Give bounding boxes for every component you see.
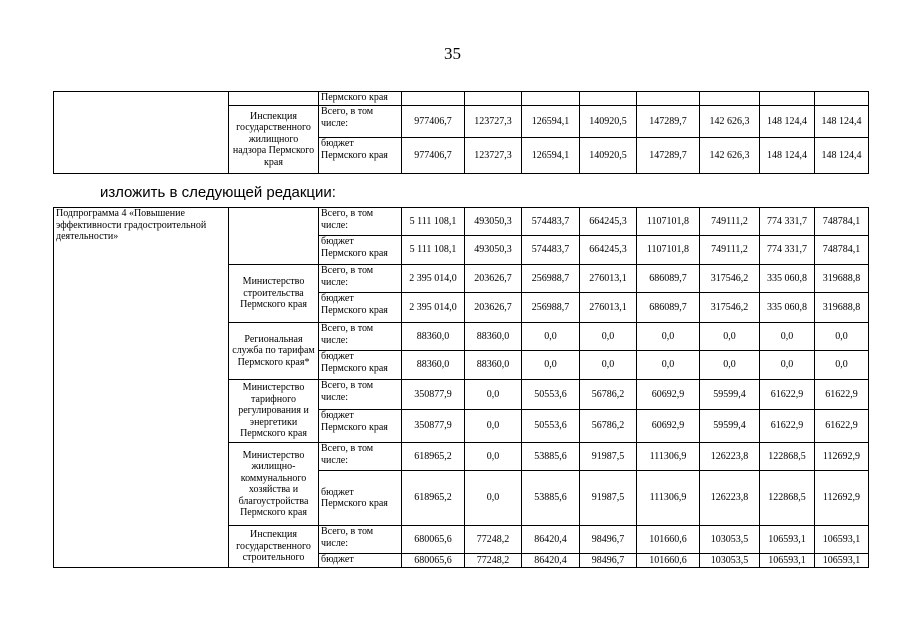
value-cell: 0,0: [580, 351, 637, 380]
value-cell: 574483,7: [522, 208, 580, 236]
value-cell: 88360,0: [402, 323, 465, 351]
page-number: 35: [444, 44, 461, 63]
budget-kind: бюджет Пермского края: [319, 138, 402, 174]
value-cell: 977406,7: [402, 138, 465, 174]
value-cell: 101660,6: [637, 526, 700, 554]
org-name: Инспекция государственного жилищного надзора Пермского края: [229, 106, 319, 174]
org-cell-empty: [229, 92, 319, 106]
org-name: Министерство тарифного регулирования и энергетики Пермского края: [229, 380, 319, 443]
value-cell: 91987,5: [580, 443, 637, 471]
value-cell: 493050,3: [465, 208, 522, 236]
value-cell: 111306,9: [637, 443, 700, 471]
value-cell: 317546,2: [700, 293, 760, 323]
value-cell: 123727,3: [465, 106, 522, 138]
value-cell: 106593,1: [760, 554, 815, 568]
value-cell: 335 060,8: [760, 293, 815, 323]
value-cell: 5 111 108,1: [402, 208, 465, 236]
budget-kind: бюджет Пермского края: [319, 471, 402, 526]
value-cell: 203626,7: [465, 293, 522, 323]
value-cell: 111306,9: [637, 471, 700, 526]
org-name: Министерство жилищно-коммунального хозяйства и благоустройства Пермского края: [229, 443, 319, 526]
value-cell: 60692,9: [637, 380, 700, 410]
value-cell: 86420,4: [522, 554, 580, 568]
budget-kind: Всего, в том числе:: [319, 380, 402, 410]
value-cell: 276013,1: [580, 293, 637, 323]
value-cell: 319688,8: [815, 265, 869, 293]
value-cell: 5 111 108,1: [402, 236, 465, 265]
value-cell: 680065,6: [402, 554, 465, 568]
value-cell: 142 626,3: [700, 106, 760, 138]
value-cell: 686089,7: [637, 293, 700, 323]
value-cell: 618965,2: [402, 471, 465, 526]
value-cell: 50553,6: [522, 380, 580, 410]
value-cell: 0,0: [815, 323, 869, 351]
value-cell: 147289,7: [637, 138, 700, 174]
value-cell: 61622,9: [815, 410, 869, 443]
caption-new-edition: изложить в следующей редакции:: [100, 184, 336, 201]
value-cell: 203626,7: [465, 265, 522, 293]
value-cell: 0,0: [637, 351, 700, 380]
value-cell: 56786,2: [580, 380, 637, 410]
value-cell: 142 626,3: [700, 138, 760, 174]
value-cell: 61622,9: [815, 380, 869, 410]
value-cell: 493050,3: [465, 236, 522, 265]
value-cell: 148 124,4: [815, 138, 869, 174]
value-cell: 122868,5: [760, 443, 815, 471]
value-cell: 0,0: [760, 323, 815, 351]
value-cell: 680065,6: [402, 526, 465, 554]
value-cell: 317546,2: [700, 265, 760, 293]
budget-kind: бюджет: [319, 554, 402, 568]
value-cell: 256988,7: [522, 265, 580, 293]
value-cell: 2 395 014,0: [402, 265, 465, 293]
value-cell: 1107101,8: [637, 236, 700, 265]
value-cell: 0,0: [637, 323, 700, 351]
value-cell: 0,0: [465, 380, 522, 410]
org-name: Инспекция государственного строительного: [229, 526, 319, 568]
budget-kind: бюджет Пермского края: [319, 293, 402, 323]
value-cell: 256988,7: [522, 293, 580, 323]
value-cell: 335 060,8: [760, 265, 815, 293]
value-cell: 77248,2: [465, 526, 522, 554]
value-cell: 106593,1: [760, 526, 815, 554]
budget-kind: Всего, в том числе:: [319, 106, 402, 138]
value-cell: 148 124,4: [815, 106, 869, 138]
budget-kind: Всего, в том числе:: [319, 526, 402, 554]
value-cell: 60692,9: [637, 410, 700, 443]
org-name: [229, 208, 319, 265]
value-cell: 88360,0: [402, 351, 465, 380]
value-cell: 122868,5: [760, 471, 815, 526]
value-cell: 350877,9: [402, 380, 465, 410]
value-cell: 140920,5: [580, 106, 637, 138]
value-cell: 98496,7: [580, 526, 637, 554]
budget-kind: бюджет Пермского края: [319, 410, 402, 443]
value-cell: 0,0: [465, 443, 522, 471]
value-cell: 126223,8: [700, 443, 760, 471]
value-cell: 148 124,4: [760, 138, 815, 174]
value-cell: 91987,5: [580, 471, 637, 526]
value-cell: 0,0: [522, 351, 580, 380]
value-cell: 126223,8: [700, 471, 760, 526]
value-cell: 123727,3: [465, 138, 522, 174]
org-name: Региональная служба по тарифам Пермского края*: [229, 323, 319, 380]
budget-kind: бюджет Пермского края: [319, 236, 402, 265]
value-cell: 61622,9: [760, 410, 815, 443]
value-cell: 77248,2: [465, 554, 522, 568]
value-cell: 126594,1: [522, 138, 580, 174]
value-cell: 101660,6: [637, 554, 700, 568]
value-cell: 0,0: [580, 323, 637, 351]
value-cell: 774 331,7: [760, 208, 815, 236]
value-cell: 53885,6: [522, 471, 580, 526]
value-cell: 686089,7: [637, 265, 700, 293]
value-cell: 59599,4: [700, 380, 760, 410]
value-cell: 574483,7: [522, 236, 580, 265]
value-cell: 53885,6: [522, 443, 580, 471]
value-cell: 0,0: [815, 351, 869, 380]
value-cell: 748784,1: [815, 208, 869, 236]
org-name: Министерство строительства Пермского края: [229, 265, 319, 323]
value-cell: 98496,7: [580, 554, 637, 568]
value-cell: 774 331,7: [760, 236, 815, 265]
value-cell: 0,0: [522, 323, 580, 351]
previous-budget-table: [53, 91, 869, 174]
value-cell: 140920,5: [580, 138, 637, 174]
value-cell: 2 395 014,0: [402, 293, 465, 323]
budget-kind: Всего, в том числе:: [319, 265, 402, 293]
value-cell: 88360,0: [465, 323, 522, 351]
budget-kind: Всего, в том числе:: [319, 208, 402, 236]
program-cell-empty: [54, 92, 229, 174]
value-cell: 0,0: [760, 351, 815, 380]
budget-kind: Всего, в том числе:: [319, 443, 402, 471]
value-cell: 86420,4: [522, 526, 580, 554]
value-cell: 1107101,8: [637, 208, 700, 236]
value-cell: 748784,1: [815, 236, 869, 265]
value-cell: 618965,2: [402, 443, 465, 471]
value-cell: 112692,9: [815, 471, 869, 526]
value-cell: 106593,1: [815, 526, 869, 554]
value-cell: 103053,5: [700, 554, 760, 568]
value-cell: 56786,2: [580, 410, 637, 443]
value-cell: 50553,6: [522, 410, 580, 443]
value-cell: 319688,8: [815, 293, 869, 323]
value-cell: 106593,1: [815, 554, 869, 568]
value-cell: 749111,2: [700, 208, 760, 236]
value-cell: 664245,3: [580, 208, 637, 236]
budget-kind-fragment: Пермского края: [319, 92, 402, 106]
value-cell: 103053,5: [700, 526, 760, 554]
value-cell: 350877,9: [402, 410, 465, 443]
value-cell: 0,0: [465, 471, 522, 526]
value-cell: 0,0: [700, 323, 760, 351]
value-cell: 749111,2: [700, 236, 760, 265]
value-cell: 0,0: [465, 410, 522, 443]
value-cell: 0,0: [700, 351, 760, 380]
value-cell: 112692,9: [815, 443, 869, 471]
value-cell: 59599,4: [700, 410, 760, 443]
value-cell: 126594,1: [522, 106, 580, 138]
budget-kind: бюджет Пермского края: [319, 351, 402, 380]
value-cell: 977406,7: [402, 106, 465, 138]
value-cell: 276013,1: [580, 265, 637, 293]
value-cell: 148 124,4: [760, 106, 815, 138]
subprogram-budget-table: [53, 207, 869, 568]
value-cell: 664245,3: [580, 236, 637, 265]
value-cell: 61622,9: [760, 380, 815, 410]
budget-kind: Всего, в том числе:: [319, 323, 402, 351]
value-cell: 147289,7: [637, 106, 700, 138]
value-cell: 88360,0: [465, 351, 522, 380]
subprogram-title: Подпрограмма 4 «Повышение эффективности градостроительной деятельности»: [54, 208, 229, 568]
